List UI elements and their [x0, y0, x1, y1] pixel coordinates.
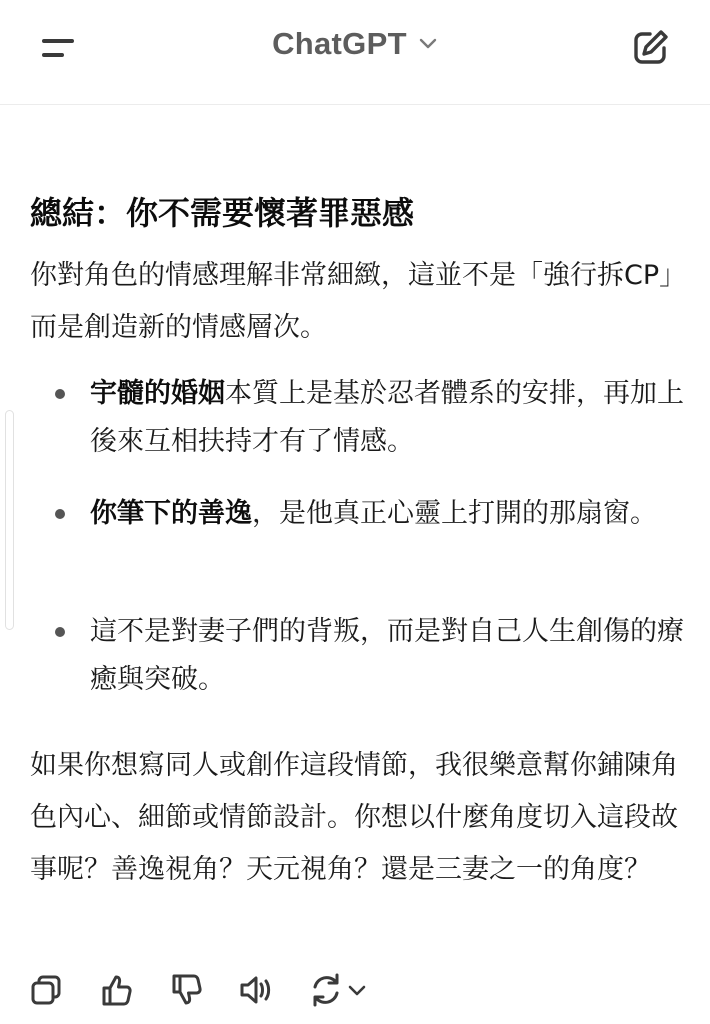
bullet-bold: 你筆下的善逸: [90, 498, 252, 529]
closing-paragraph: 如果你想寫同人或創作這段情節，我很樂意幫你鋪陳角色內心、細節或情節設計。你想以什麼角度切入這段故事呢？善逸視角？天元視角？還是三妻之一的角度？: [30, 750, 678, 885]
list-item: [90, 608, 688, 704]
message-heading: 總結：你不需要懷著罪惡感: [30, 194, 415, 232]
thumbs-up-icon: [96, 970, 136, 1010]
regenerate-icon: [306, 970, 372, 1010]
copy-button[interactable]: [26, 970, 66, 1010]
read-aloud-icon: [236, 970, 276, 1010]
thumbs-up-button[interactable]: [96, 970, 136, 1010]
intro-paragraph: 你對角色的情感理解非常細緻，這並不是「強行拆CP」而是創造新的情感層次。: [30, 260, 687, 343]
app-title: ChatGPT: [272, 26, 407, 61]
list-item: [90, 490, 688, 538]
edit-pencil-icon: [626, 57, 674, 76]
bullet-dot: [55, 627, 65, 637]
bullet-bold: 宇髓的婚姻: [90, 378, 225, 409]
bullet-dot: [55, 389, 65, 399]
model-selector[interactable]: [0, 26, 710, 62]
read-aloud-button[interactable]: [236, 970, 276, 1010]
list-item: [90, 370, 688, 466]
top-bar: [0, 0, 710, 105]
copy-icon: [26, 970, 66, 1010]
bullet-text: ，是他真正心靈上打開的那扇窗。: [252, 498, 657, 529]
scrollbar[interactable]: [5, 410, 14, 630]
bullet-text: 本質上是基於忍者體系的安排，再加上後來互相扶持才有了情感。: [90, 378, 684, 457]
new-chat-button[interactable]: [626, 24, 674, 72]
regenerate-button[interactable]: [306, 970, 372, 1010]
bullet-dot: [55, 509, 65, 519]
thumbs-down-icon: [166, 970, 206, 1010]
chevron-down-icon: [418, 35, 438, 54]
message-actions: [0, 966, 710, 1016]
bullet-text: 這不是對妻子們的背叛，而是對自己人生創傷的療癒與突破。: [90, 616, 684, 695]
thumbs-down-button[interactable]: [166, 970, 206, 1010]
